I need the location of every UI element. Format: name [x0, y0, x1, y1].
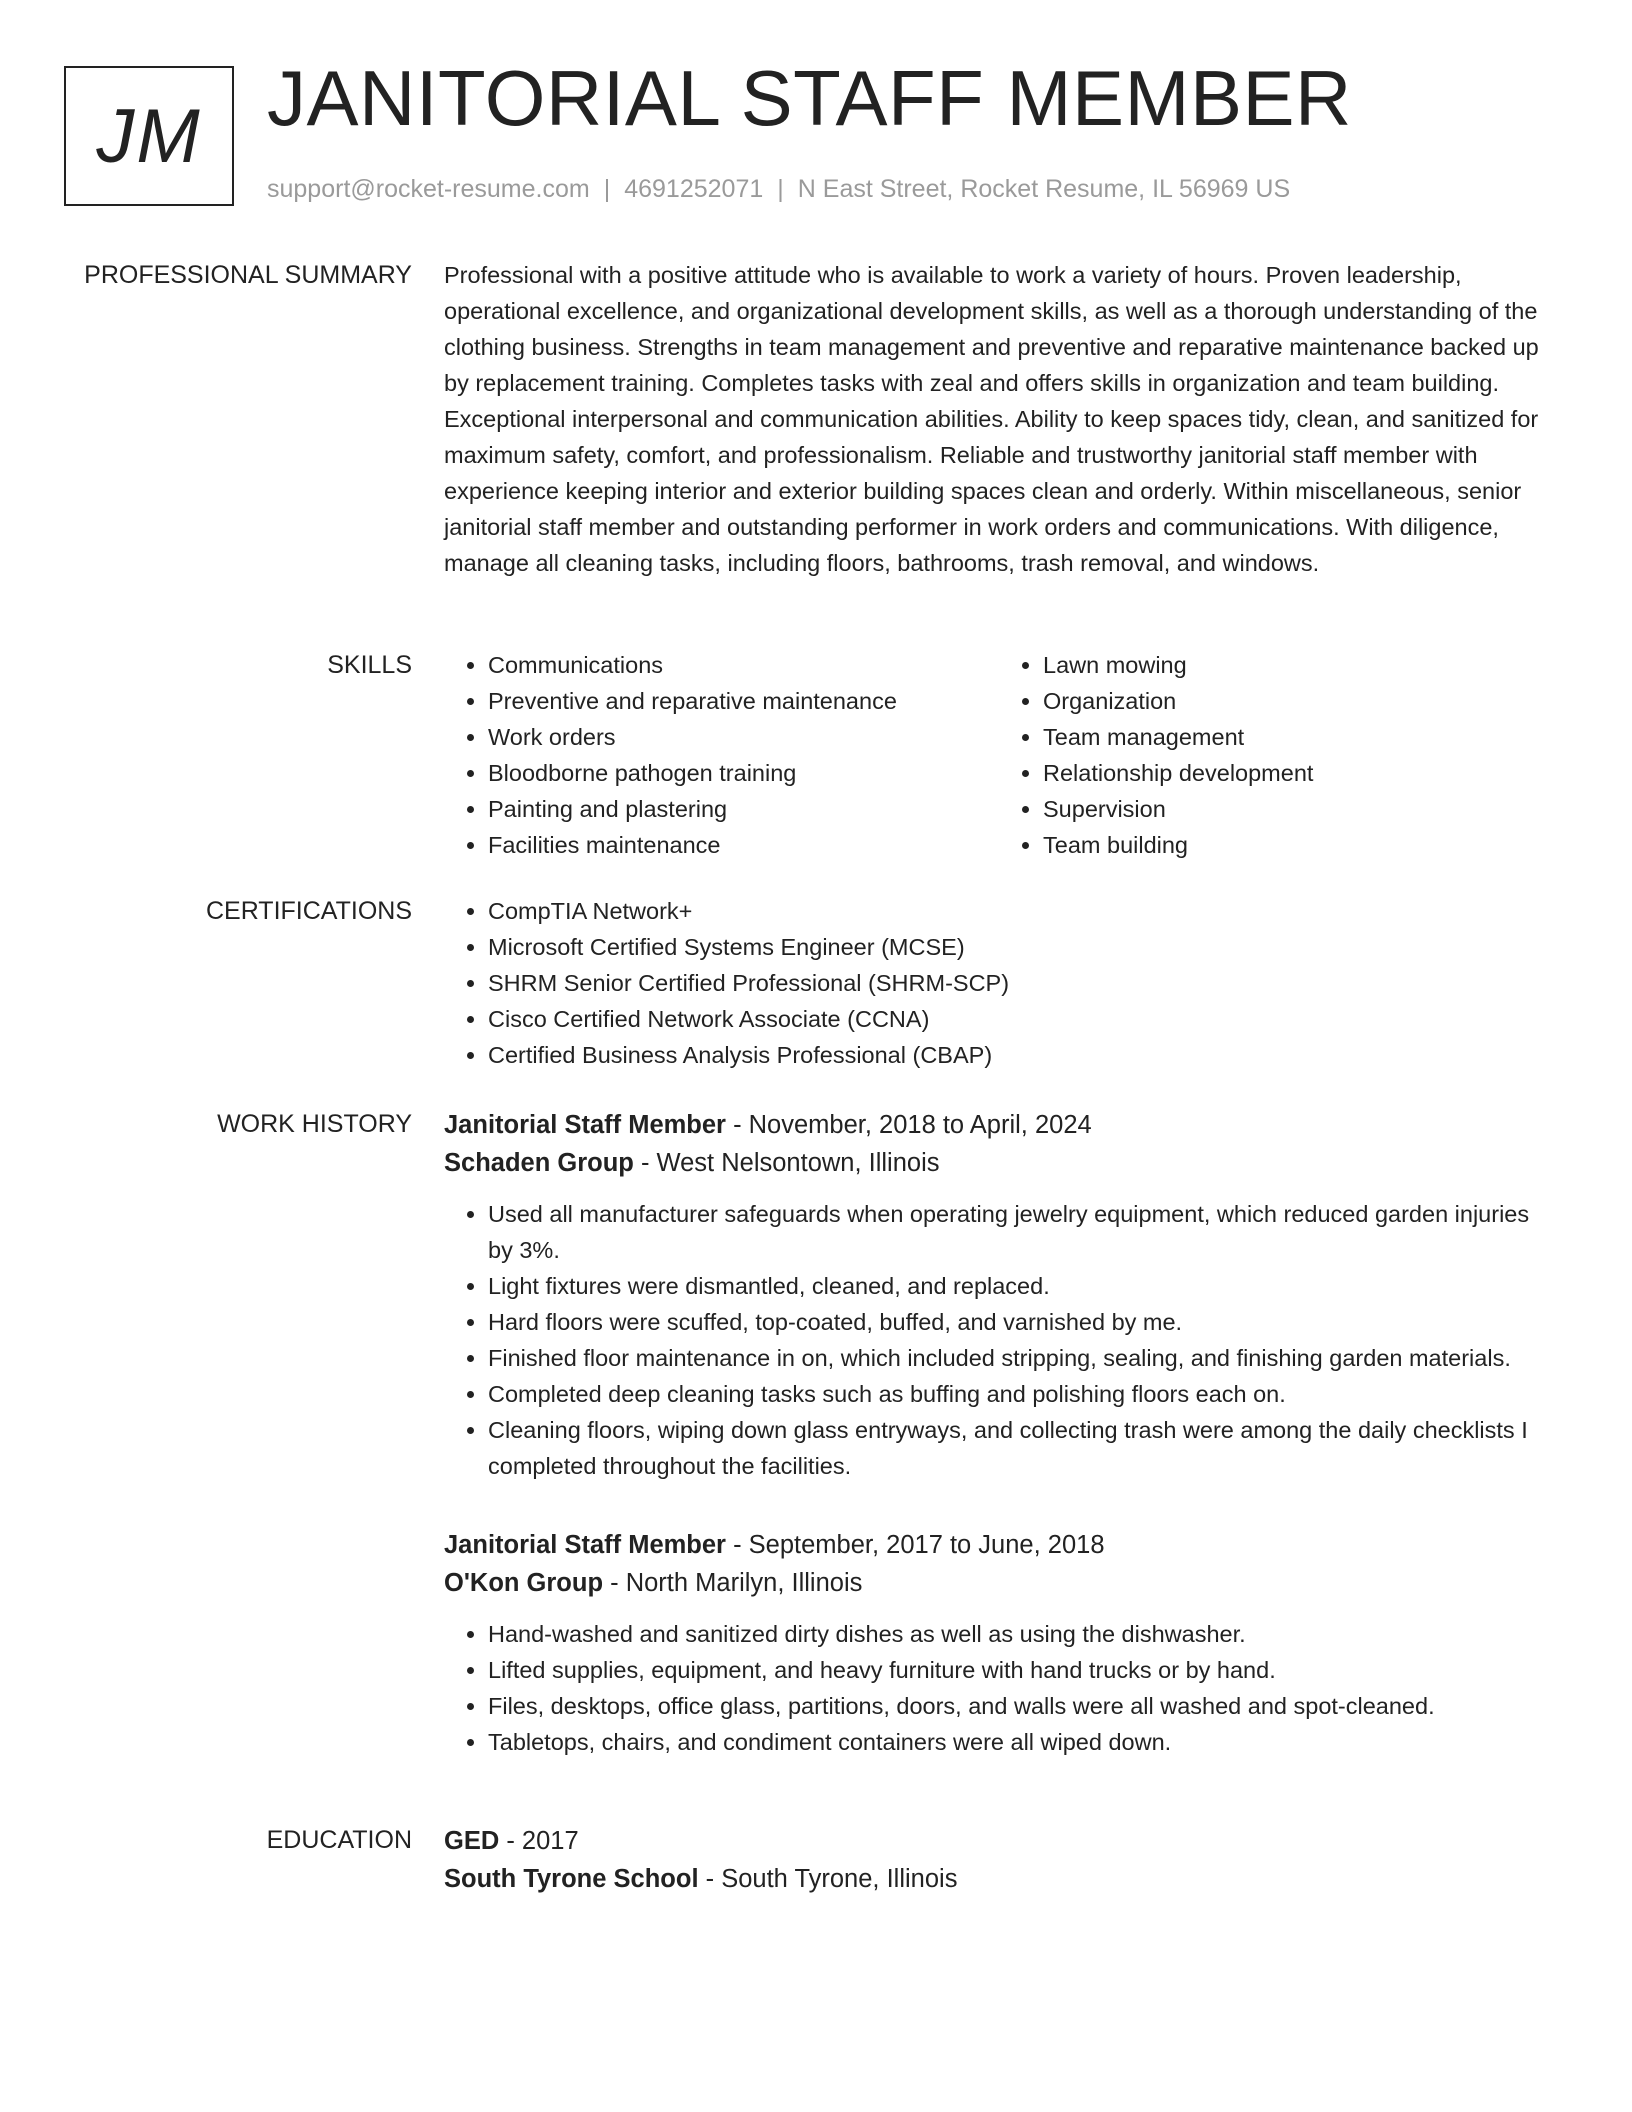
job-company: O'Kon Group — [444, 1569, 604, 1597]
education-label: EDUCATION — [266, 1826, 412, 1854]
job-company: Schaden Group — [444, 1149, 634, 1177]
skill-item: • Supervision — [1043, 791, 1554, 827]
job-title: Janitorial Staff Member — [444, 1531, 726, 1559]
certifications-body — [444, 893, 1554, 1073]
job-entry — [444, 1106, 1554, 1484]
certifications-label: CERTIFICATIONS — [205, 897, 412, 925]
work-history-body — [444, 1106, 1554, 1760]
contact-email: support@rocket-resume.com — [267, 175, 590, 203]
job-entry — [444, 1526, 1554, 1760]
certification-item: • Certified Business Analysis Professional (CBAP) — [488, 1037, 1554, 1073]
contact-line — [267, 175, 1290, 204]
skills-list-right — [999, 647, 1554, 863]
work-history-label: WORK HISTORY — [217, 1110, 412, 1138]
job-company-line — [444, 1144, 1554, 1182]
job-bullet: • Light fixtures were dismantled, cleaned, and replaced. — [488, 1268, 1554, 1304]
contact-separator: | — [603, 175, 611, 203]
candidate-title: JANITORIAL STAFF MEMBER — [267, 54, 1352, 142]
job-bullet: • Cleaning floors, wiping down glass entryways, and collecting trash were among the daily checklists I completed throughout the facilities. — [488, 1412, 1554, 1484]
summary-label: PROFESSIONAL SUMMARY — [84, 261, 412, 289]
skills-list-left — [444, 647, 999, 863]
skill-item: • Work orders — [488, 719, 999, 755]
certification-item: • Microsoft Certified Systems Engineer (MCSE) — [488, 929, 1554, 965]
job-bullets — [444, 1196, 1554, 1484]
certification-item: • SHRM Senior Certified Professional (SHRM-SCP) — [488, 965, 1554, 1001]
job-bullet: • Files, desktops, office glass, partitions, doors, and walls were all washed and spot-cleaned. — [488, 1688, 1554, 1724]
certification-item: • Cisco Certified Network Associate (CCNA) — [488, 1001, 1554, 1037]
job-title-line — [444, 1526, 1554, 1564]
initials-monogram: JM — [64, 66, 234, 206]
education-year: - 2017 — [499, 1827, 579, 1855]
job-dates: - November, 2018 to April, 2024 — [725, 1111, 1092, 1139]
education-body — [444, 1822, 1554, 1898]
job-location: - North Marilyn, Illinois — [603, 1569, 863, 1597]
job-bullet: • Tabletops, chairs, and condiment containers were all wiped down. — [488, 1724, 1554, 1760]
job-bullet: • Hard floors were scuffed, top-coated, buffed, and varnished by me. — [488, 1304, 1554, 1340]
certification-item: • CompTIA Network+ — [488, 893, 1554, 929]
skill-item: • Communications — [488, 647, 999, 683]
job-dates: - September, 2017 to June, 2018 — [725, 1531, 1105, 1559]
skill-item: • Bloodborne pathogen training — [488, 755, 999, 791]
skill-item: • Organization — [1043, 683, 1554, 719]
skill-item: • Lawn mowing — [1043, 647, 1554, 683]
education-degree-line — [444, 1822, 1554, 1860]
contact-phone: 4691252071 — [624, 175, 764, 203]
contact-separator: | — [777, 175, 784, 203]
summary-text: Professional with a positive attitude who is available to work a variety of hours. Proven leadership, operational excellence, and organizational development skills, as well as a thorough understanding of the clothing business. Strengths in team management and preventive and reparative maintenance backed up by replacement training. Completes tasks with zeal and offers skills in organization and team building. Exceptional interpersonal and communication abilities. Ability to keep spaces tidy, clean, and sanitized for maximum safety, comfort, and professionalism. Reliable and trustworthy janitorial staff member with experience keeping interior and exterior building spaces clean and orderly. Within miscellaneous, senior janitorial staff member and outstanding performer in work orders and communications. With diligence, manage all cleaning tasks, including floors, bathrooms, trash removal, and windows. — [444, 262, 1539, 576]
job-company-line — [444, 1564, 1554, 1602]
skills-label: SKILLS — [327, 651, 412, 679]
skill-item: • Team building — [1043, 827, 1554, 863]
skills-columns — [444, 647, 1554, 863]
job-title-line — [444, 1106, 1554, 1144]
job-bullets — [444, 1616, 1554, 1760]
education-degree: GED — [444, 1827, 500, 1855]
skill-item: • Facilities maintenance — [488, 827, 999, 863]
skill-item: • Preventive and reparative maintenance — [488, 683, 999, 719]
job-bullet: • Hand-washed and sanitized dirty dishes as well as using the dishwasher. — [488, 1616, 1554, 1652]
job-bullet: • Lifted supplies, equipment, and heavy furniture with hand trucks or by hand. — [488, 1652, 1554, 1688]
certifications-list — [444, 893, 1554, 1073]
education-school: South Tyrone School — [444, 1865, 699, 1893]
education-location: - South Tyrone, Illinois — [698, 1865, 958, 1893]
job-title: Janitorial Staff Member — [444, 1111, 726, 1139]
job-location: - West Nelsontown, Illinois — [633, 1149, 940, 1177]
education-school-line — [444, 1860, 1554, 1898]
contact-address: N East Street, Rocket Resume, IL 56969 US — [797, 175, 1291, 203]
job-bullet: • Completed deep cleaning tasks such as buffing and polishing floors each on. — [488, 1376, 1554, 1412]
job-bullet: • Finished floor maintenance in on, which included stripping, sealing, and finishing garden materials. — [488, 1340, 1554, 1376]
skill-item: • Painting and plastering — [488, 791, 999, 827]
skill-item: • Relationship development — [1043, 755, 1554, 791]
job-bullet: • Used all manufacturer safeguards when operating jewelry equipment, which reduced garden injuries by 3%. — [488, 1196, 1554, 1268]
skill-item: • Team management — [1043, 719, 1554, 755]
